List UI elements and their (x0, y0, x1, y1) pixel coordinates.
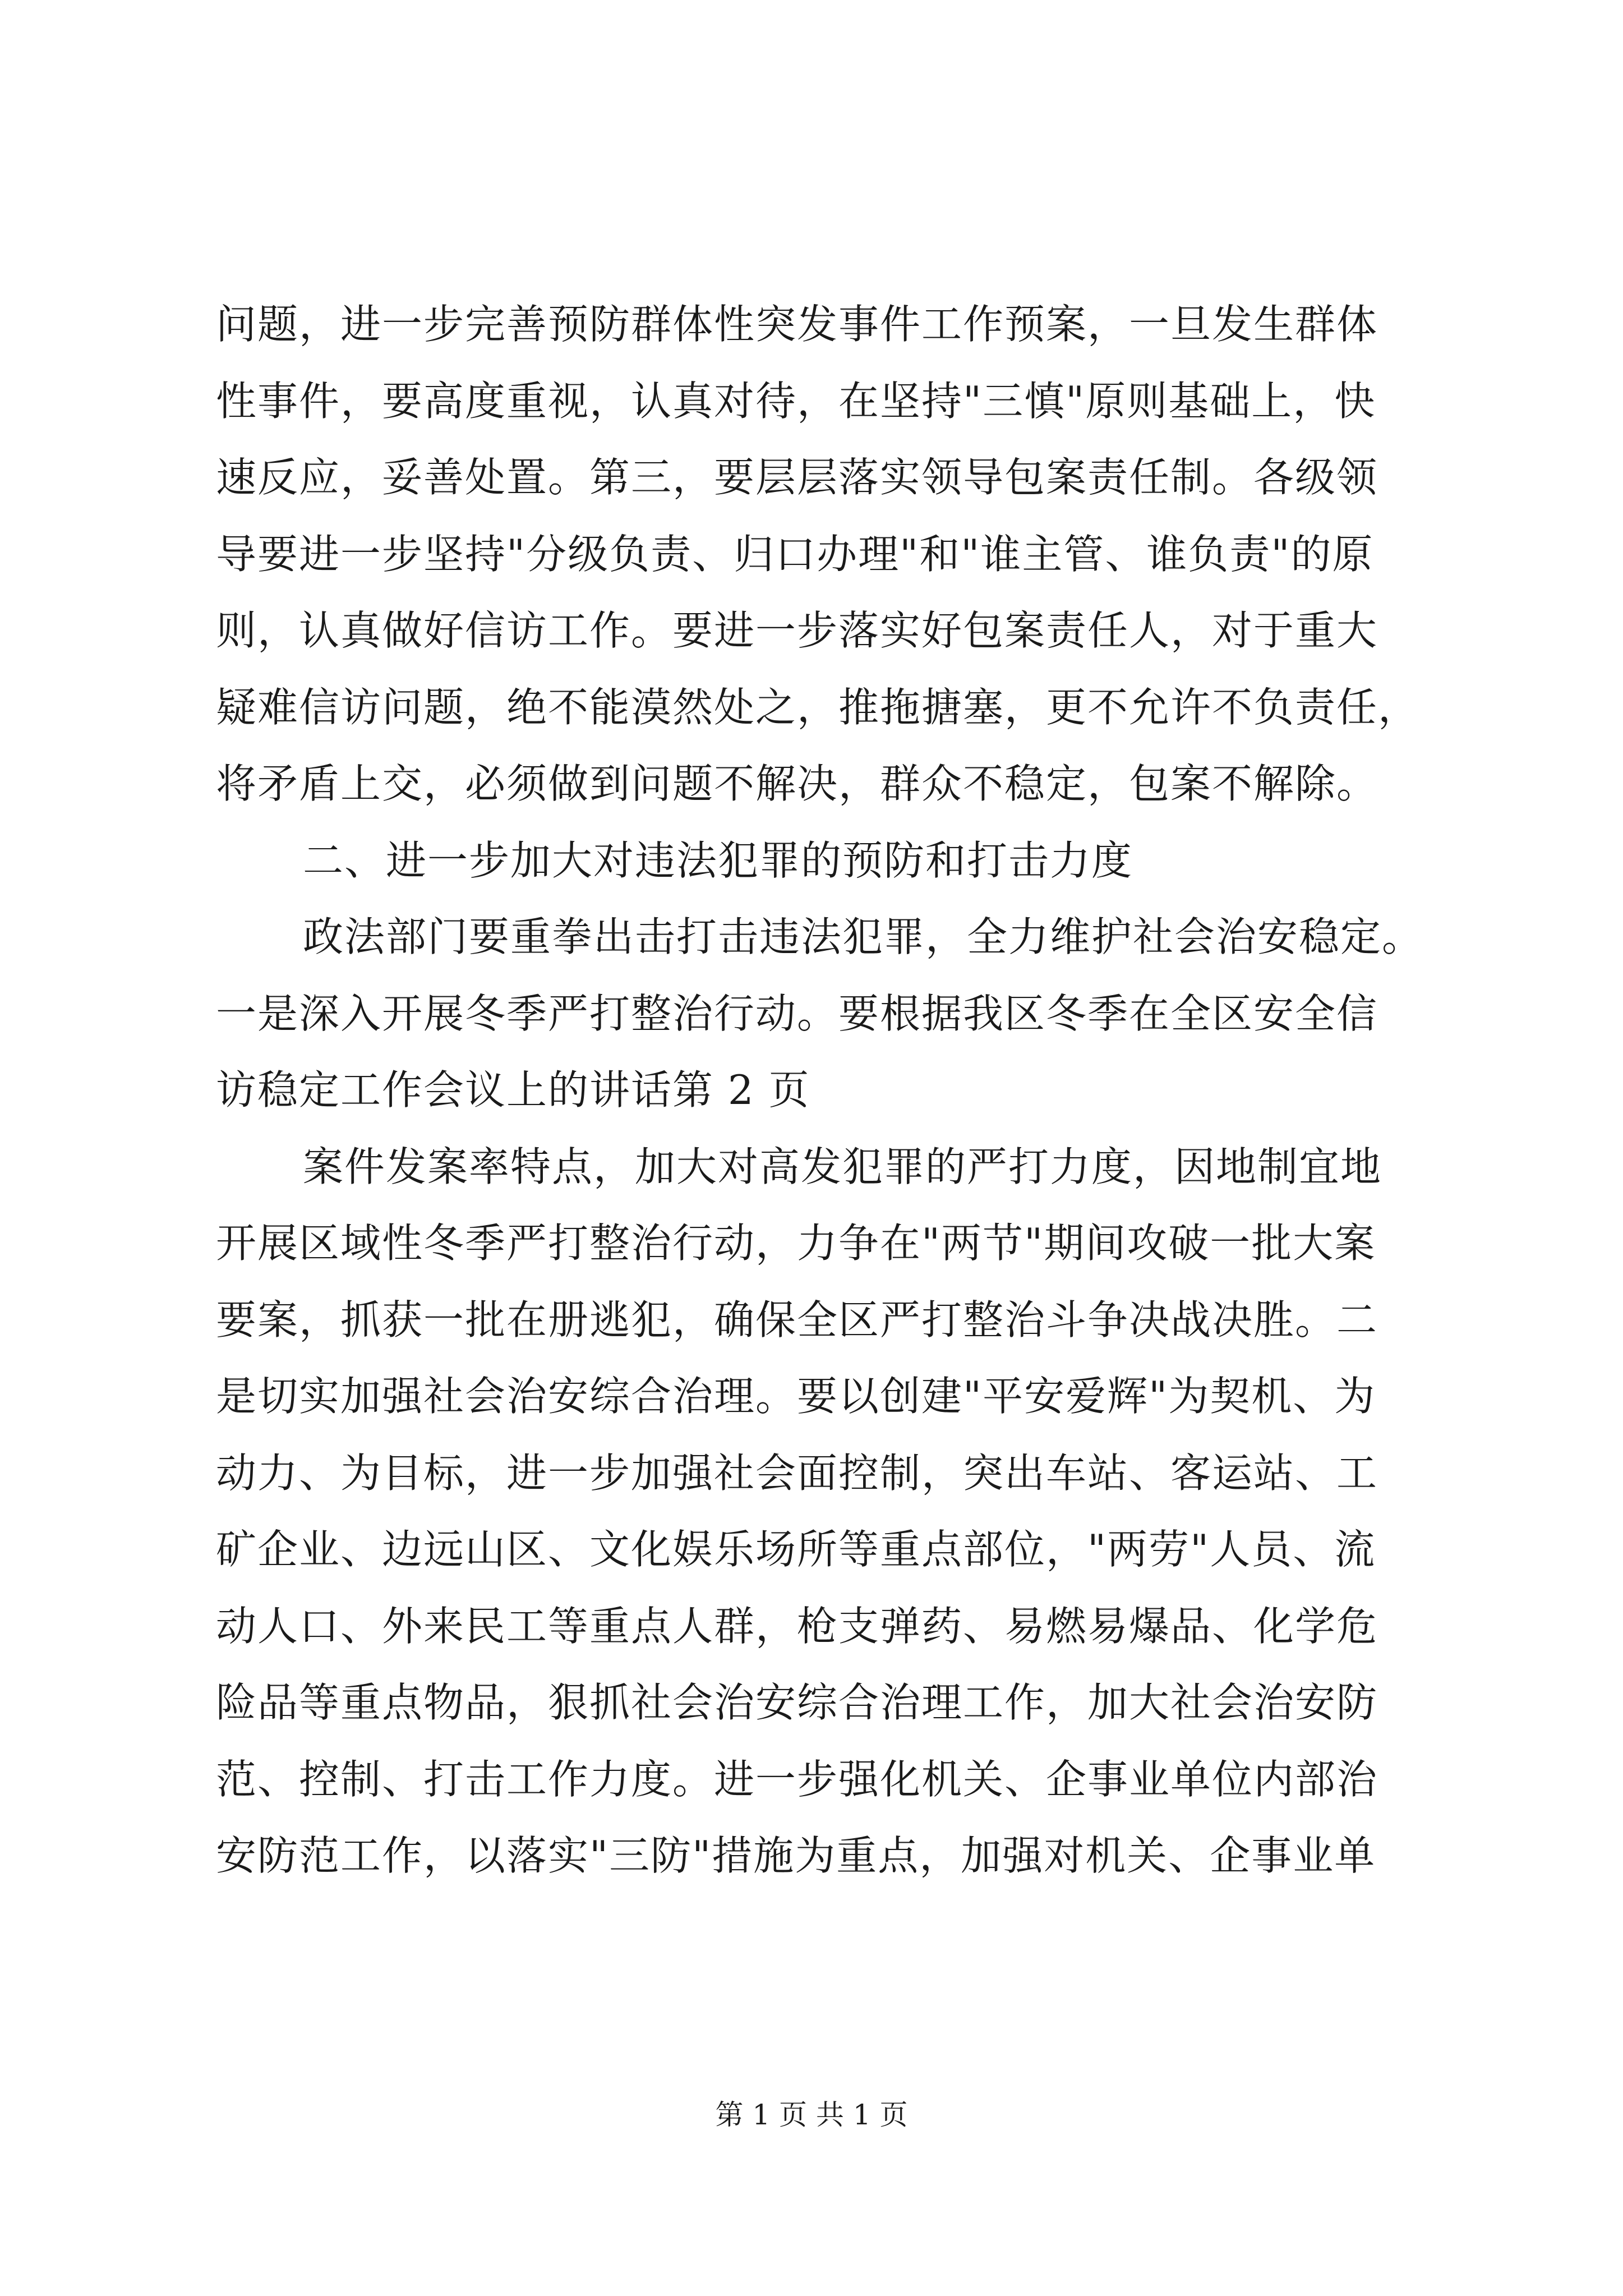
text-line: 动力、为目标，进一步加强社会面控制，突出车站、客运站、工 (216, 1449, 1378, 1497)
text-line: 要案，抓获一批在册逃犯，确保全区严打整治斗争决战决胜。二 (216, 1296, 1378, 1343)
page-number-label: 第 1 页 共 1 页 (715, 2099, 908, 2131)
text-line: 速反应，妥善处置。第三，要层层落实领导包案责任制。各级领 (216, 454, 1378, 501)
text-line: 范、控制、打击工作力度。进一步强化机关、企事业单位内部治 (216, 1755, 1378, 1803)
text-line: 将矛盾上交，必须做到问题不解决，群众不稳定，包案不解除。 (216, 760, 1378, 807)
text-line: 安防范工作，以落实"三防"措施为重点，加强对机关、企事业单 (216, 1832, 1376, 1879)
section-heading: 二、进一步加大对违法犯罪的预防和打击力度 (303, 836, 1133, 884)
text-line: 疑难信访问题，绝不能漠然处之，推拖搪塞，更不允许不负责任， (216, 683, 1420, 731)
text-line: 一是深入开展冬季严打整治行动。要根据我区冬季在全区安全信 (216, 990, 1378, 1037)
text-line: 性事件，要高度重视，认真对待，在坚持"三慎"原则基础上，快 (216, 377, 1376, 425)
text-line: 是切实加强社会治安综合治理。要以创建"平安爱辉"为契机、为 (216, 1373, 1376, 1420)
document-body (216, 286, 1424, 1894)
page-footer (0, 2097, 1623, 2133)
text-line: 险品等重点物品，狠抓社会治安综合治理工作，加大社会治安防 (216, 1679, 1378, 1726)
text-line: 动人口、外来民工等重点人群，枪支弹药、易燃易爆品、化学危 (216, 1602, 1378, 1650)
paragraph-start-line: 案件发案率特点，加大对高发犯罪的严打力度，因地制宜地 (303, 1143, 1382, 1190)
text-line: 则，认真做好信访工作。要进一步落实好包案责任人，对于重大 (216, 607, 1378, 654)
text-line: 导要进一步坚持"分级负责、归口办理"和"谁主管、谁负责"的原 (216, 530, 1374, 578)
text-line: 访稳定工作会议上的讲话第 2 页 (216, 1066, 810, 1114)
text-line: 开展区域性冬季严打整治行动，力争在"两节"期间攻破一批大案 (216, 1220, 1376, 1267)
paragraph-start-line: 政法部门要重拳出击打击违法犯罪，全力维护社会治安稳定。 (303, 913, 1424, 960)
text-line: 问题，进一步完善预防群体性突发事件工作预案，一旦发生群体 (216, 301, 1378, 348)
text-line: 矿企业、边远山区、文化娱乐场所等重点部位，"两劳"人员、流 (216, 1526, 1376, 1573)
